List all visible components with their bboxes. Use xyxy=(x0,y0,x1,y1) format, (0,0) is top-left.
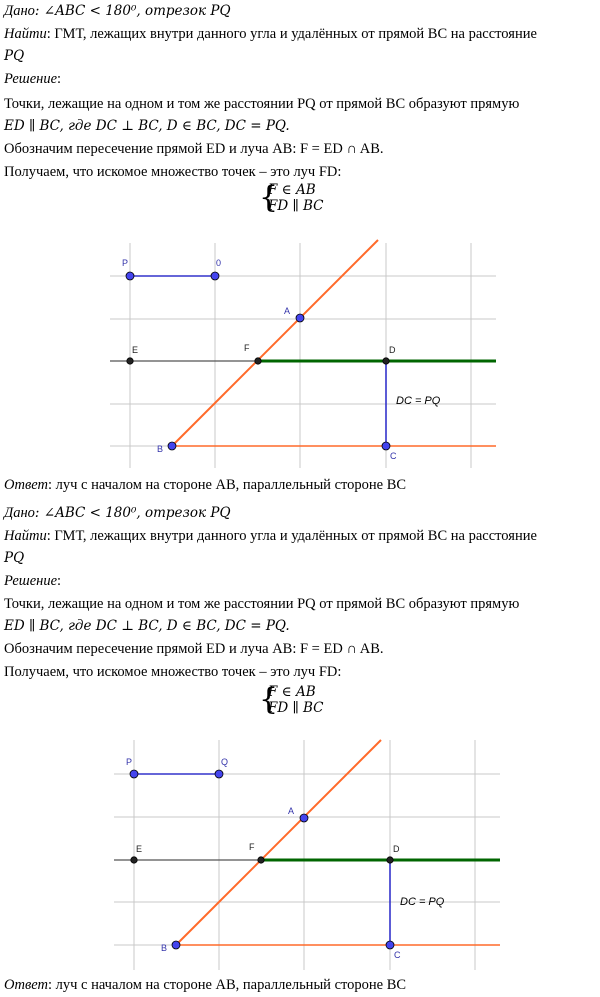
label-f: F xyxy=(249,842,255,852)
label-f: F xyxy=(244,343,250,353)
label-d: D xyxy=(393,844,400,854)
ray-ab xyxy=(176,740,381,945)
label-q: 0 xyxy=(216,258,222,268)
label-d: D xyxy=(389,345,396,355)
point-q xyxy=(211,272,219,280)
label-b: B xyxy=(161,943,168,953)
point-p xyxy=(130,770,138,778)
geometry-figure xyxy=(0,228,600,468)
curly-brace-icon: { xyxy=(259,180,279,215)
annotation-dc-pq: DC = PQ xyxy=(400,896,445,908)
label-a: A xyxy=(284,306,291,316)
given-line xyxy=(4,2,231,20)
find-value: : ГМТ, лежащих внутри данного угла и удалённых от прямой BC на расстояние xyxy=(46,528,537,544)
ray-ab xyxy=(172,240,378,446)
answer-value: : луч с началом на стороне AB, параллельный стороне BC xyxy=(47,977,407,993)
paragraph-1-line-1: Точки, лежащие на одном и том же расстоянии PQ от прямой BC образуют прямую xyxy=(4,596,520,612)
solution-colon: : xyxy=(57,573,62,589)
solution-label: Решение xyxy=(4,71,58,87)
point-f xyxy=(255,358,261,364)
find-line xyxy=(4,25,537,43)
system-of-conditions xyxy=(259,682,324,717)
label-b: B xyxy=(157,444,164,454)
find-label: Найти xyxy=(4,26,47,42)
paragraph-2: Обозначим пересечение прямой ED и луча AB: F = ED ∩ AB. xyxy=(4,141,384,157)
point-p xyxy=(126,272,134,280)
solution-label: Решение xyxy=(4,573,58,589)
given-label: Дано xyxy=(4,3,35,19)
point-e xyxy=(127,358,133,364)
paragraph-2: Обозначим пересечение прямой ED и луча AB: F = ED ∩ AB. xyxy=(4,641,384,657)
label-q: Q xyxy=(221,757,229,767)
given-line xyxy=(4,504,231,522)
geometry-figure xyxy=(0,730,600,970)
curly-brace-icon: { xyxy=(259,682,279,717)
given-label: Дано xyxy=(4,505,35,521)
paragraph-3: Получаем, что искомое множество точек – это луч FD: xyxy=(4,164,342,180)
answer-label: Ответ xyxy=(4,477,48,493)
solution-heading xyxy=(4,572,61,590)
point-q xyxy=(215,770,223,778)
point-a xyxy=(296,314,304,322)
system-line-2: FD ∥ BC xyxy=(268,198,324,214)
system-line-2: FD ∥ BC xyxy=(268,700,324,716)
point-d xyxy=(387,857,393,863)
paragraph-3: Получаем, что искомое множество точек – это луч FD: xyxy=(4,664,342,680)
paragraph-1-line-2: ED ∥ BC, где DC ⊥ BC, D ∈ BC, DC = PQ. xyxy=(4,618,290,634)
find-value: : ГМТ, лежащих внутри данного угла и удалённых от прямой BC на расстояние xyxy=(46,26,537,42)
given-value: : ∠ABC < 180⁰, отрезок PQ xyxy=(34,505,231,521)
annotation-dc-pq: DC = PQ xyxy=(396,395,441,407)
point-f xyxy=(258,857,264,863)
answer-label: Ответ xyxy=(4,977,48,993)
point-d xyxy=(383,358,389,364)
answer-line xyxy=(4,476,406,494)
point-a xyxy=(300,814,308,822)
answer-value: : луч с началом на стороне AB, параллельный стороне BC xyxy=(47,477,407,493)
paragraph-1-line-2: ED ∥ BC, где DC ⊥ BC, D ∈ BC, DC = PQ. xyxy=(4,118,290,134)
find-line xyxy=(4,527,537,545)
find-line-2: PQ xyxy=(4,48,25,64)
given-value: : ∠ABC < 180⁰, отрезок PQ xyxy=(34,3,231,19)
solution-block-2 xyxy=(0,498,600,996)
solution-block-1 xyxy=(0,0,600,498)
label-a: A xyxy=(288,806,295,816)
point-c xyxy=(386,941,394,949)
label-e: E xyxy=(132,345,139,355)
point-b xyxy=(168,442,176,450)
system-of-conditions xyxy=(259,180,324,215)
point-b xyxy=(172,941,180,949)
label-p: P xyxy=(122,258,129,268)
label-p: P xyxy=(126,757,133,767)
label-c: C xyxy=(390,451,397,461)
answer-line xyxy=(4,976,406,994)
label-c: C xyxy=(394,950,401,960)
label-e: E xyxy=(136,844,143,854)
solution-heading xyxy=(4,70,61,88)
system-line-1: F ∈ AB xyxy=(268,182,316,198)
point-e xyxy=(131,857,137,863)
solution-colon: : xyxy=(57,71,62,87)
paragraph-1-line-1: Точки, лежащие на одном и том же расстоянии PQ от прямой BC образуют прямую xyxy=(4,96,520,112)
system-line-1: F ∈ AB xyxy=(268,684,316,700)
find-label: Найти xyxy=(4,528,47,544)
find-line-2: PQ xyxy=(4,550,25,566)
point-c xyxy=(382,442,390,450)
